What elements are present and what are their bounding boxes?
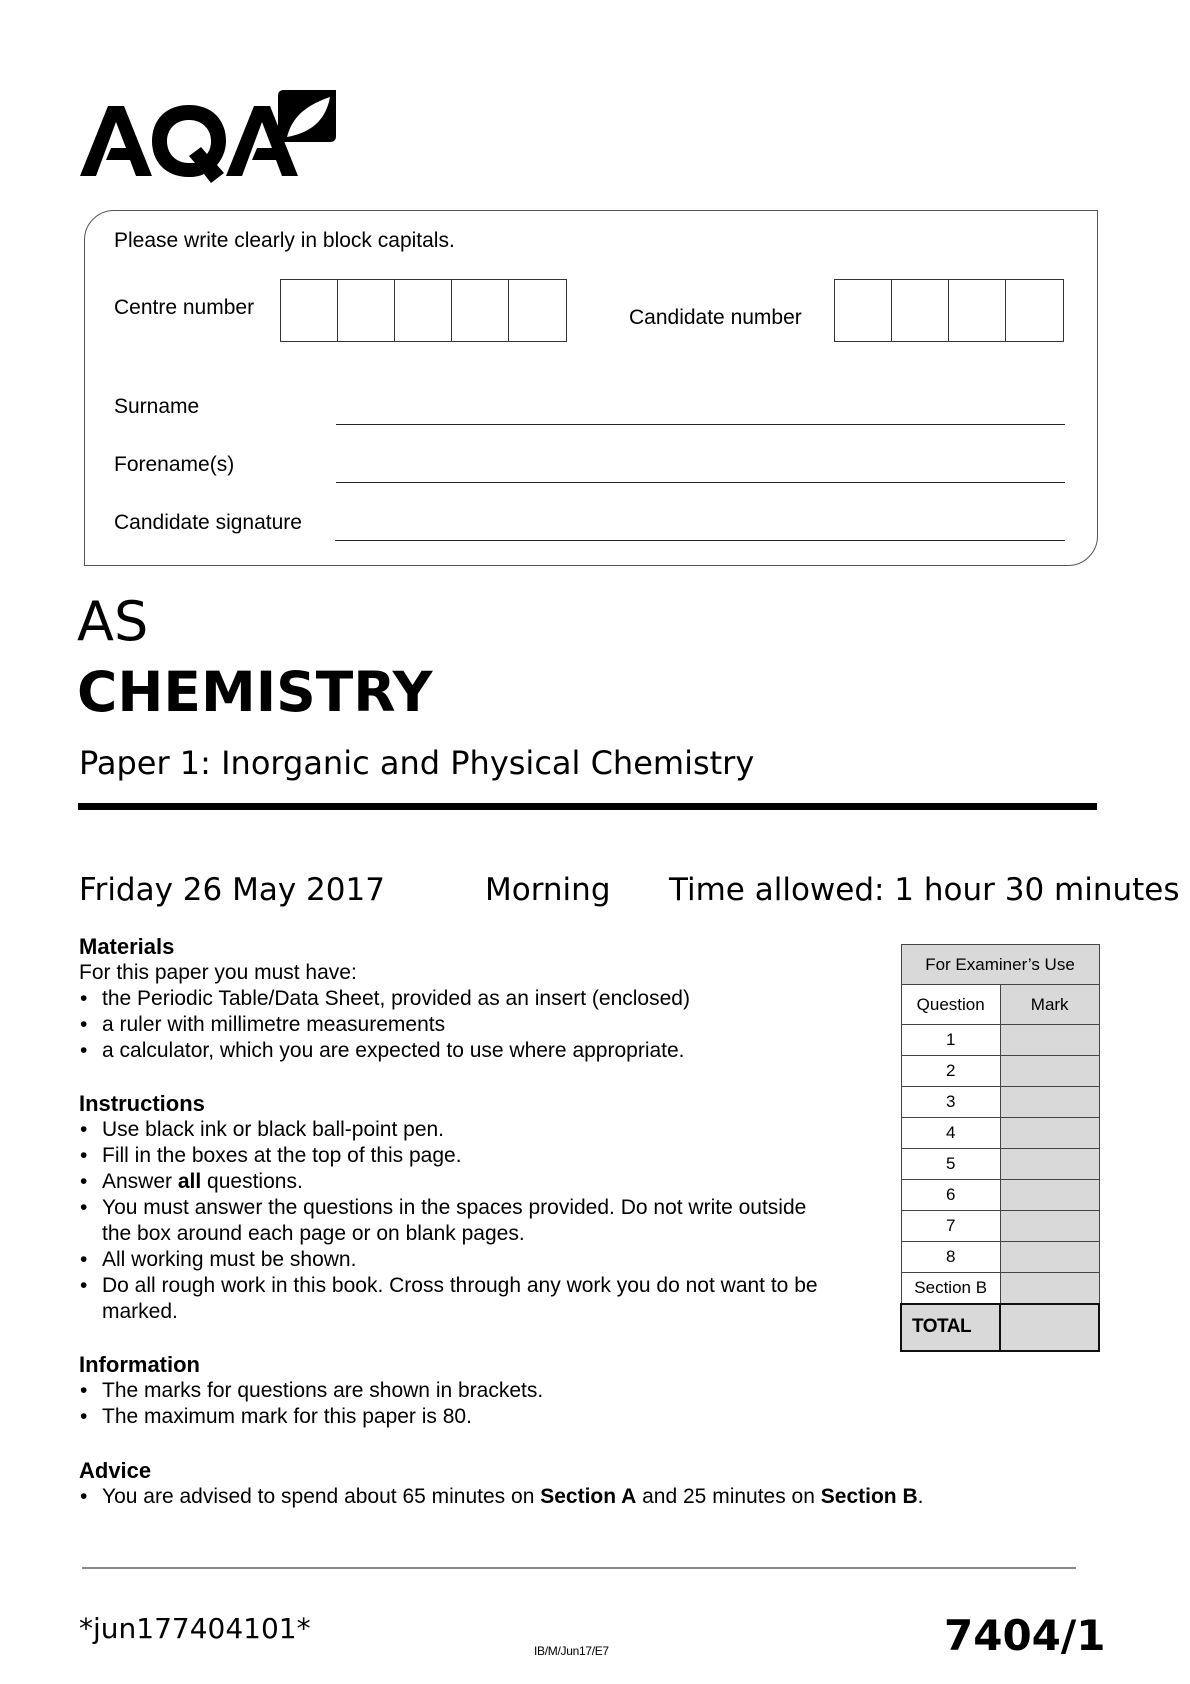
text: questions. <box>201 1170 303 1193</box>
surname-label: Surname <box>114 395 200 418</box>
materials-heading: Materials <box>79 934 175 959</box>
candidate-number-digit-box[interactable] <box>835 280 892 341</box>
question-number: 7 <box>901 1211 1000 1242</box>
information-heading: Information <box>79 1352 200 1377</box>
total-label: TOTAL <box>901 1304 1000 1351</box>
mark-column-header: Mark <box>1000 985 1099 1025</box>
table-row <box>901 1211 1099 1242</box>
signature-field[interactable] <box>335 540 1065 541</box>
question-number: 3 <box>901 1087 1000 1118</box>
table-row <box>901 1149 1099 1180</box>
candidate-number-digit-box[interactable] <box>1006 280 1063 341</box>
text: . <box>917 1485 924 1508</box>
question-number: 2 <box>901 1056 1000 1087</box>
centre-number-digit-box[interactable] <box>452 280 509 341</box>
centre-number-digit-box[interactable] <box>509 280 566 341</box>
list-item: • a calculator, which you are expected to use where appropriate. <box>79 1038 839 1064</box>
text: Answer <box>102 1170 178 1193</box>
list-item <box>79 1484 1059 1510</box>
subject-title: CHEMISTRY <box>77 660 433 724</box>
forenames-field[interactable] <box>336 482 1065 483</box>
title-divider <box>78 803 1097 810</box>
mark-cell[interactable] <box>1000 1211 1099 1242</box>
instructions-list <box>79 1117 829 1325</box>
materials-section <box>79 934 839 1064</box>
emphasis-section-b: Section B <box>820 1485 918 1508</box>
centre-number-digit-box[interactable] <box>281 280 338 341</box>
exam-session: Morning <box>485 872 611 908</box>
time-allowed: Time allowed: 1 hour 30 minutes <box>669 872 1180 908</box>
advice-heading: Advice <box>79 1458 152 1483</box>
question-number: 6 <box>901 1180 1000 1211</box>
text: You are advised to spend about 65 minutes on <box>102 1485 541 1508</box>
mark-cell[interactable] <box>1000 1025 1099 1056</box>
exam-date: Friday 26 May 2017 <box>79 872 385 908</box>
list-item: • The marks for questions are shown in brackets. <box>79 1378 839 1404</box>
surname-field[interactable] <box>336 424 1065 425</box>
mark-cell[interactable] <box>1000 1273 1099 1304</box>
signature-label: Candidate signature <box>114 511 302 534</box>
advice-section <box>79 1458 1059 1510</box>
list-item: • Fill in the boxes at the top of this page. <box>79 1143 829 1169</box>
list-item: • The maximum mark for this paper is 80. <box>79 1404 839 1430</box>
mark-cell[interactable] <box>1000 1056 1099 1087</box>
block-capitals-instruction: Please write clearly in block capitals. <box>114 229 455 252</box>
list-item: • Do all rough work in this book. Cross through any work you do not want to be marked. <box>79 1273 829 1325</box>
mark-cell[interactable] <box>1000 1242 1099 1273</box>
question-number: 4 <box>901 1118 1000 1149</box>
emphasis-all: all <box>177 1170 202 1193</box>
materials-list <box>79 986 839 1064</box>
question-number: 5 <box>901 1149 1000 1180</box>
examiner-table-title: For Examiner’s Use <box>901 945 1099 985</box>
mark-cell[interactable] <box>1000 1087 1099 1118</box>
paper-reference: IB/M/Jun17/E7 <box>534 1644 609 1658</box>
text: and 25 minutes on <box>636 1485 821 1508</box>
centre-number-digit-box[interactable] <box>395 280 452 341</box>
question-number: 8 <box>901 1242 1000 1273</box>
forenames-label: Forename(s) <box>114 453 235 476</box>
table-row <box>901 1087 1099 1118</box>
information-section <box>79 1352 839 1430</box>
barcode-text: *jun177404101* <box>79 1612 311 1645</box>
question-number: Section B <box>901 1273 1000 1304</box>
instructions-section <box>79 1091 829 1325</box>
aqa-logo <box>80 88 342 184</box>
question-column-header: Question <box>901 985 1000 1025</box>
candidate-number-digit-box[interactable] <box>892 280 949 341</box>
advice-list <box>79 1484 1059 1510</box>
table-row <box>901 1273 1099 1304</box>
footer-divider <box>82 1567 1076 1569</box>
total-row <box>901 1304 1099 1351</box>
mark-cell[interactable] <box>1000 1118 1099 1149</box>
question-number: 1 <box>901 1025 1000 1056</box>
instructions-heading: Instructions <box>79 1091 205 1116</box>
centre-number-label: Centre number <box>114 296 255 319</box>
table-row <box>901 1025 1099 1056</box>
emphasis-section-a: Section A <box>540 1485 637 1508</box>
paper-title: Paper 1: Inorganic and Physical Chemistry <box>79 744 755 782</box>
centre-number-input[interactable] <box>280 279 567 342</box>
mark-cell[interactable] <box>1000 1149 1099 1180</box>
materials-intro: For this paper you must have: <box>79 961 357 984</box>
candidate-number-input[interactable] <box>834 279 1064 342</box>
examiner-use-table <box>900 944 1100 1352</box>
table-row <box>901 1056 1099 1087</box>
table-row <box>901 1118 1099 1149</box>
candidate-number-digit-box[interactable] <box>949 280 1006 341</box>
total-mark-cell[interactable] <box>1000 1304 1099 1351</box>
centre-number-digit-box[interactable] <box>338 280 395 341</box>
information-list <box>79 1378 839 1430</box>
list-item: • a ruler with millimetre measurements <box>79 1012 839 1038</box>
table-row <box>901 1180 1099 1211</box>
mark-cell[interactable] <box>1000 1180 1099 1211</box>
paper-code: 7404/1 <box>944 1611 1106 1660</box>
qualification-level: AS <box>77 590 149 653</box>
list-item: • Use black ink or black ball-point pen. <box>79 1117 829 1143</box>
list-item <box>79 1169 829 1195</box>
candidate-number-label: Candidate number <box>629 306 802 329</box>
aqa-leaf-logo-icon <box>80 88 342 184</box>
list-item: • All working must be shown. <box>79 1247 829 1273</box>
list-item: • You must answer the questions in the spaces provided. Do not write outside the box around each page or on blank pages. <box>79 1195 829 1247</box>
list-item: • the Periodic Table/Data Sheet, provided as an insert (enclosed) <box>79 986 839 1012</box>
table-row <box>901 1242 1099 1273</box>
